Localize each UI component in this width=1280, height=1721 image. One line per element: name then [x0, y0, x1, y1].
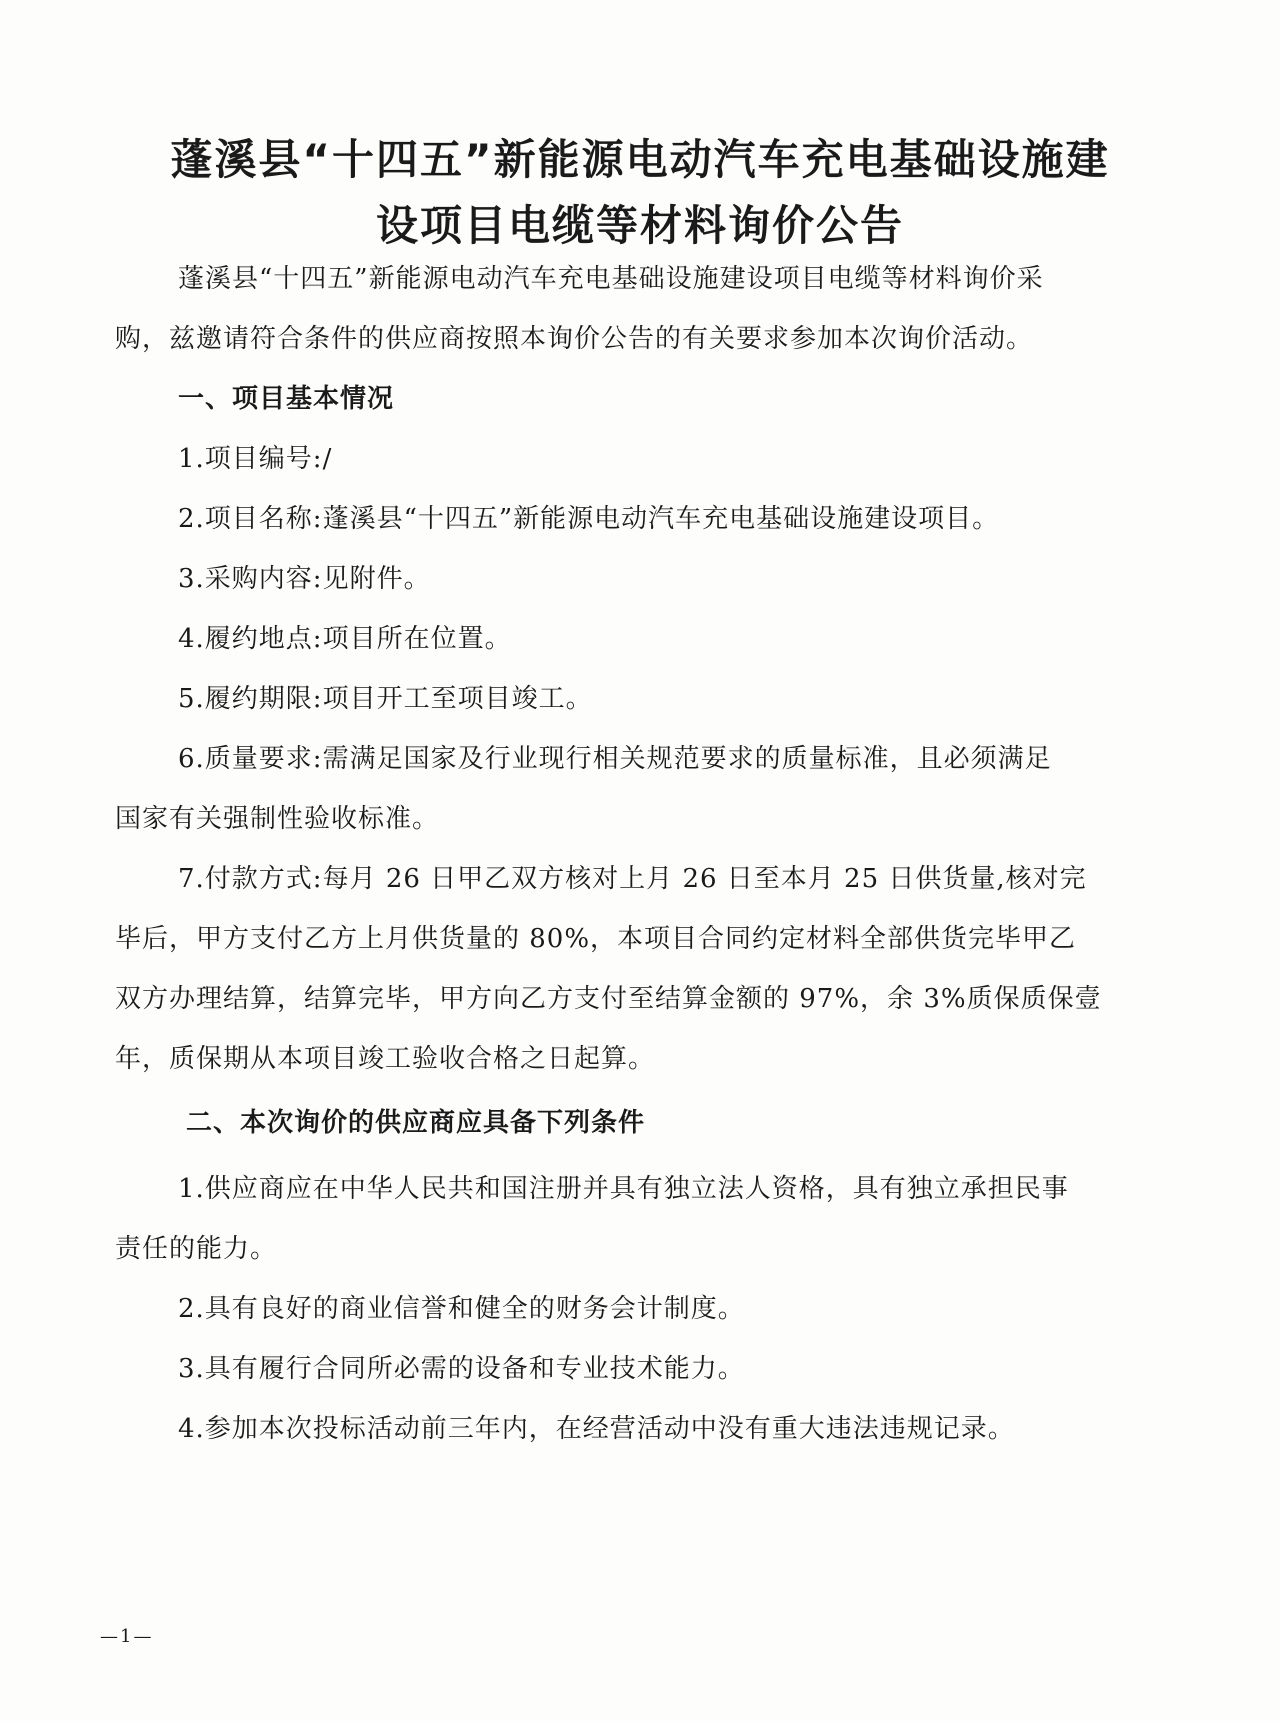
section-1-item-7-line-2: 毕后，甲方支付乙方上月供货量的 80%，本项目合同约定材料全部供货完毕甲乙 — [115, 924, 1077, 954]
section-1-item-7-line-4: 年，质保期从本项目竣工验收合格之日起算。 — [115, 1044, 656, 1074]
section-1-item-3: 3.采购内容:见附件。 — [178, 564, 431, 594]
section-2-heading: 二、本次询价的供应商应具备下列条件 — [186, 1108, 646, 1138]
document-title-line-1: 蓬溪县“十四五”新能源电动汽车充电基础设施建 — [170, 135, 1110, 184]
section-1-item-4: 4.履约地点:项目所在位置。 — [178, 624, 512, 654]
section-1-item-1: 1.项目编号:/ — [178, 444, 333, 474]
section-2-item-4: 4.参加本次投标活动前三年内，在经营活动中没有重大违法违规记录。 — [178, 1414, 1015, 1444]
section-1-item-6-line-2: 国家有关强制性验收标准。 — [115, 804, 440, 834]
section-1-item-5: 5.履约期限:项目开工至项目竣工。 — [178, 684, 593, 714]
section-1-heading: 一、项目基本情况 — [178, 384, 395, 414]
section-2-item-3: 3.具有履行合同所必需的设备和专业技术能力。 — [178, 1354, 745, 1384]
section-1-item-7-line-1: 7.付款方式:每月 26 日甲乙双方核对上月 26 日至本月 25 日供货量,核对完 — [178, 864, 1087, 894]
section-1-item-7-line-3: 双方办理结算，结算完毕，甲方向乙方支付至结算金额的 97%，余 3%质保质保壹 — [115, 984, 1102, 1014]
document-title-line-2: 设项目电缆等材料询价公告 — [375, 201, 904, 250]
section-1-item-2: 2.项目名称:蓬溪县“十四五”新能源电动汽车充电基础设施建设项目。 — [178, 504, 1000, 534]
section-2-item-1-line-2: 责任的能力。 — [115, 1234, 278, 1264]
intro-paragraph-line-1: 蓬溪县“十四五”新能源电动汽车充电基础设施建设项目电缆等材料询价采 — [178, 264, 1044, 294]
section-1-item-6-line-1: 6.质量要求:需满足国家及行业现行相关规范要求的质量标准，且必须满足 — [178, 744, 1052, 774]
intro-paragraph-line-2: 购，兹邀请符合条件的供应商按照本询价公告的有关要求参加本次询价活动。 — [115, 324, 1034, 354]
section-2-item-1-line-1: 1.供应商应在中华人民共和国注册并具有独立法人资格，具有独立承担民事 — [178, 1174, 1069, 1204]
section-2-item-2: 2.具有良好的商业信誉和健全的财务会计制度。 — [178, 1294, 745, 1324]
page-number: —1— — [100, 1626, 154, 1647]
